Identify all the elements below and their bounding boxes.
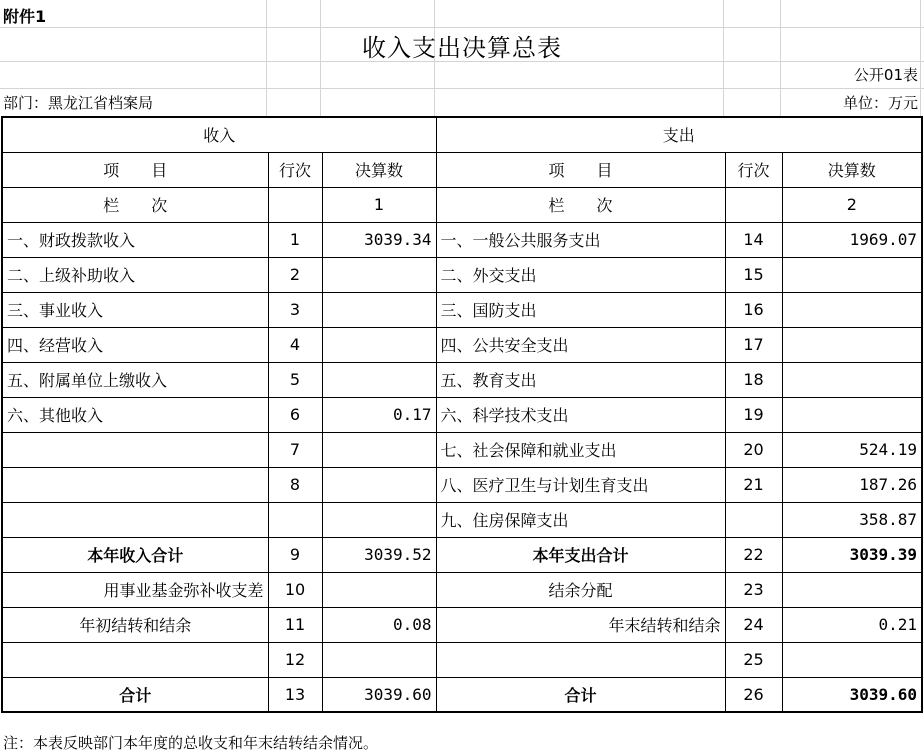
expense-row-no-label xyxy=(725,187,782,222)
table-row xyxy=(2,362,922,397)
expense-item: 本年支出合计 xyxy=(436,537,725,572)
income-amount xyxy=(322,642,436,677)
expense-amount xyxy=(782,292,922,327)
income-item: 用事业基金弥补收支差 xyxy=(2,572,268,607)
expense-item: 二、外交支出 xyxy=(436,257,725,292)
section-header-row xyxy=(2,117,922,152)
income-column-label: 栏 次 xyxy=(2,187,268,222)
income-item: 三、事业收入 xyxy=(2,292,268,327)
income-amount: 3039.60 xyxy=(322,677,436,712)
income-amount: 0.08 xyxy=(322,607,436,642)
expense-item: 九、住房保障支出 xyxy=(436,502,725,537)
income-amount xyxy=(322,467,436,502)
income-item: 本年收入合计 xyxy=(2,537,268,572)
income-item: 一、财政拨款收入 xyxy=(2,222,268,257)
expense-row-no-header: 行次 xyxy=(725,152,782,187)
income-row-no: 13 xyxy=(268,677,322,712)
expense-item: 合计 xyxy=(436,677,725,712)
expense-row-no: 23 xyxy=(725,572,782,607)
expense-item: 五、教育支出 xyxy=(436,362,725,397)
income-amount xyxy=(322,572,436,607)
expense-row-no: 15 xyxy=(725,257,782,292)
income-row-no: 5 xyxy=(268,362,322,397)
expense-row-no xyxy=(725,502,782,537)
table-row xyxy=(2,257,922,292)
income-row-no: 10 xyxy=(268,572,322,607)
income-item xyxy=(2,502,268,537)
income-item: 五、附属单位上缴收入 xyxy=(2,362,268,397)
income-column-number: 1 xyxy=(322,187,436,222)
expense-row-no: 18 xyxy=(725,362,782,397)
income-amount xyxy=(322,292,436,327)
expense-row-no: 25 xyxy=(725,642,782,677)
income-section-header: 收入 xyxy=(2,117,436,152)
income-amount xyxy=(322,502,436,537)
table-row xyxy=(2,397,922,432)
income-item xyxy=(2,467,268,502)
income-item xyxy=(2,432,268,467)
expense-amount: 0.21 xyxy=(782,607,922,642)
footnote: 注：本表反映部门本年度的总收支和年末结转结余情况。 xyxy=(3,734,379,752)
expense-amount: 3039.60 xyxy=(782,677,922,712)
expense-row-no: 14 xyxy=(725,222,782,257)
expense-amount xyxy=(782,642,922,677)
unit-label: 单位：万元 xyxy=(842,94,918,112)
table-row xyxy=(2,467,922,502)
expense-row-no: 22 xyxy=(725,537,782,572)
expense-amount-header: 决算数 xyxy=(782,152,922,187)
budget-summary-table xyxy=(1,116,923,713)
income-row-no: 1 xyxy=(268,222,322,257)
income-item-header: 项 目 xyxy=(2,152,268,187)
expense-row-no: 24 xyxy=(725,607,782,642)
income-row-no: 9 xyxy=(268,537,322,572)
expense-item: 四、公共安全支出 xyxy=(436,327,725,362)
income-row-no: 6 xyxy=(268,397,322,432)
expense-column-label: 栏 次 xyxy=(436,187,725,222)
income-amount xyxy=(322,432,436,467)
expense-amount xyxy=(782,572,922,607)
expense-section-header: 支出 xyxy=(436,117,922,152)
income-amount: 3039.52 xyxy=(322,537,436,572)
income-amount xyxy=(322,257,436,292)
expense-row-no: 26 xyxy=(725,677,782,712)
column-label-row xyxy=(2,187,922,222)
table-row xyxy=(2,502,922,537)
income-row-no-header: 行次 xyxy=(268,152,322,187)
income-row-no: 7 xyxy=(268,432,322,467)
expense-row-no: 21 xyxy=(725,467,782,502)
expense-amount: 524.19 xyxy=(782,432,922,467)
income-row-no: 2 xyxy=(268,257,322,292)
expense-item: 结余分配 xyxy=(436,572,725,607)
page-title: 收入支出决算总表 xyxy=(362,34,562,62)
table-row xyxy=(2,222,922,257)
income-item: 六、其他收入 xyxy=(2,397,268,432)
income-amount: 3039.34 xyxy=(322,222,436,257)
expense-item xyxy=(436,642,725,677)
expense-row-no: 17 xyxy=(725,327,782,362)
table-row xyxy=(2,292,922,327)
expense-item: 七、社会保障和就业支出 xyxy=(436,432,725,467)
income-amount xyxy=(322,327,436,362)
income-item xyxy=(2,642,268,677)
income-item: 年初结转和结余 xyxy=(2,607,268,642)
expense-row-no: 19 xyxy=(725,397,782,432)
expense-amount: 358.87 xyxy=(782,502,922,537)
income-row-no: 4 xyxy=(268,327,322,362)
income-row-no: 12 xyxy=(268,642,322,677)
expense-amount: 1969.07 xyxy=(782,222,922,257)
expense-amount: 187.26 xyxy=(782,467,922,502)
expense-amount xyxy=(782,397,922,432)
income-amount-header: 决算数 xyxy=(322,152,436,187)
expense-row-no: 16 xyxy=(725,292,782,327)
income-item: 合计 xyxy=(2,677,268,712)
income-amount: 0.17 xyxy=(322,397,436,432)
column-header-row xyxy=(2,152,922,187)
attachment-label: 附件1 xyxy=(3,7,47,26)
department-label: 部门：黑龙江省档案局 xyxy=(3,94,154,112)
income-row-no xyxy=(268,502,322,537)
income-row-no: 8 xyxy=(268,467,322,502)
form-number: 公开01表 xyxy=(853,66,918,84)
expense-item: 一、一般公共服务支出 xyxy=(436,222,725,257)
total-row xyxy=(2,607,922,642)
income-row-no: 11 xyxy=(268,607,322,642)
total-row xyxy=(2,572,922,607)
table-row xyxy=(2,327,922,362)
expense-amount xyxy=(782,362,922,397)
total-row xyxy=(2,677,922,712)
income-row-no: 3 xyxy=(268,292,322,327)
expense-amount xyxy=(782,327,922,362)
expense-item: 八、医疗卫生与计划生育支出 xyxy=(436,467,725,502)
income-item: 四、经营收入 xyxy=(2,327,268,362)
income-amount xyxy=(322,362,436,397)
expense-row-no: 20 xyxy=(725,432,782,467)
table-row xyxy=(2,432,922,467)
expense-amount xyxy=(782,257,922,292)
expense-item: 六、科学技术支出 xyxy=(436,397,725,432)
income-item: 二、上级补助收入 xyxy=(2,257,268,292)
total-row xyxy=(2,537,922,572)
expense-item-header: 项 目 xyxy=(436,152,725,187)
total-row xyxy=(2,642,922,677)
expense-item: 三、国防支出 xyxy=(436,292,725,327)
expense-item: 年末结转和结余 xyxy=(436,607,725,642)
income-row-no-label xyxy=(268,187,322,222)
expense-column-number: 2 xyxy=(782,187,922,222)
expense-amount: 3039.39 xyxy=(782,537,922,572)
